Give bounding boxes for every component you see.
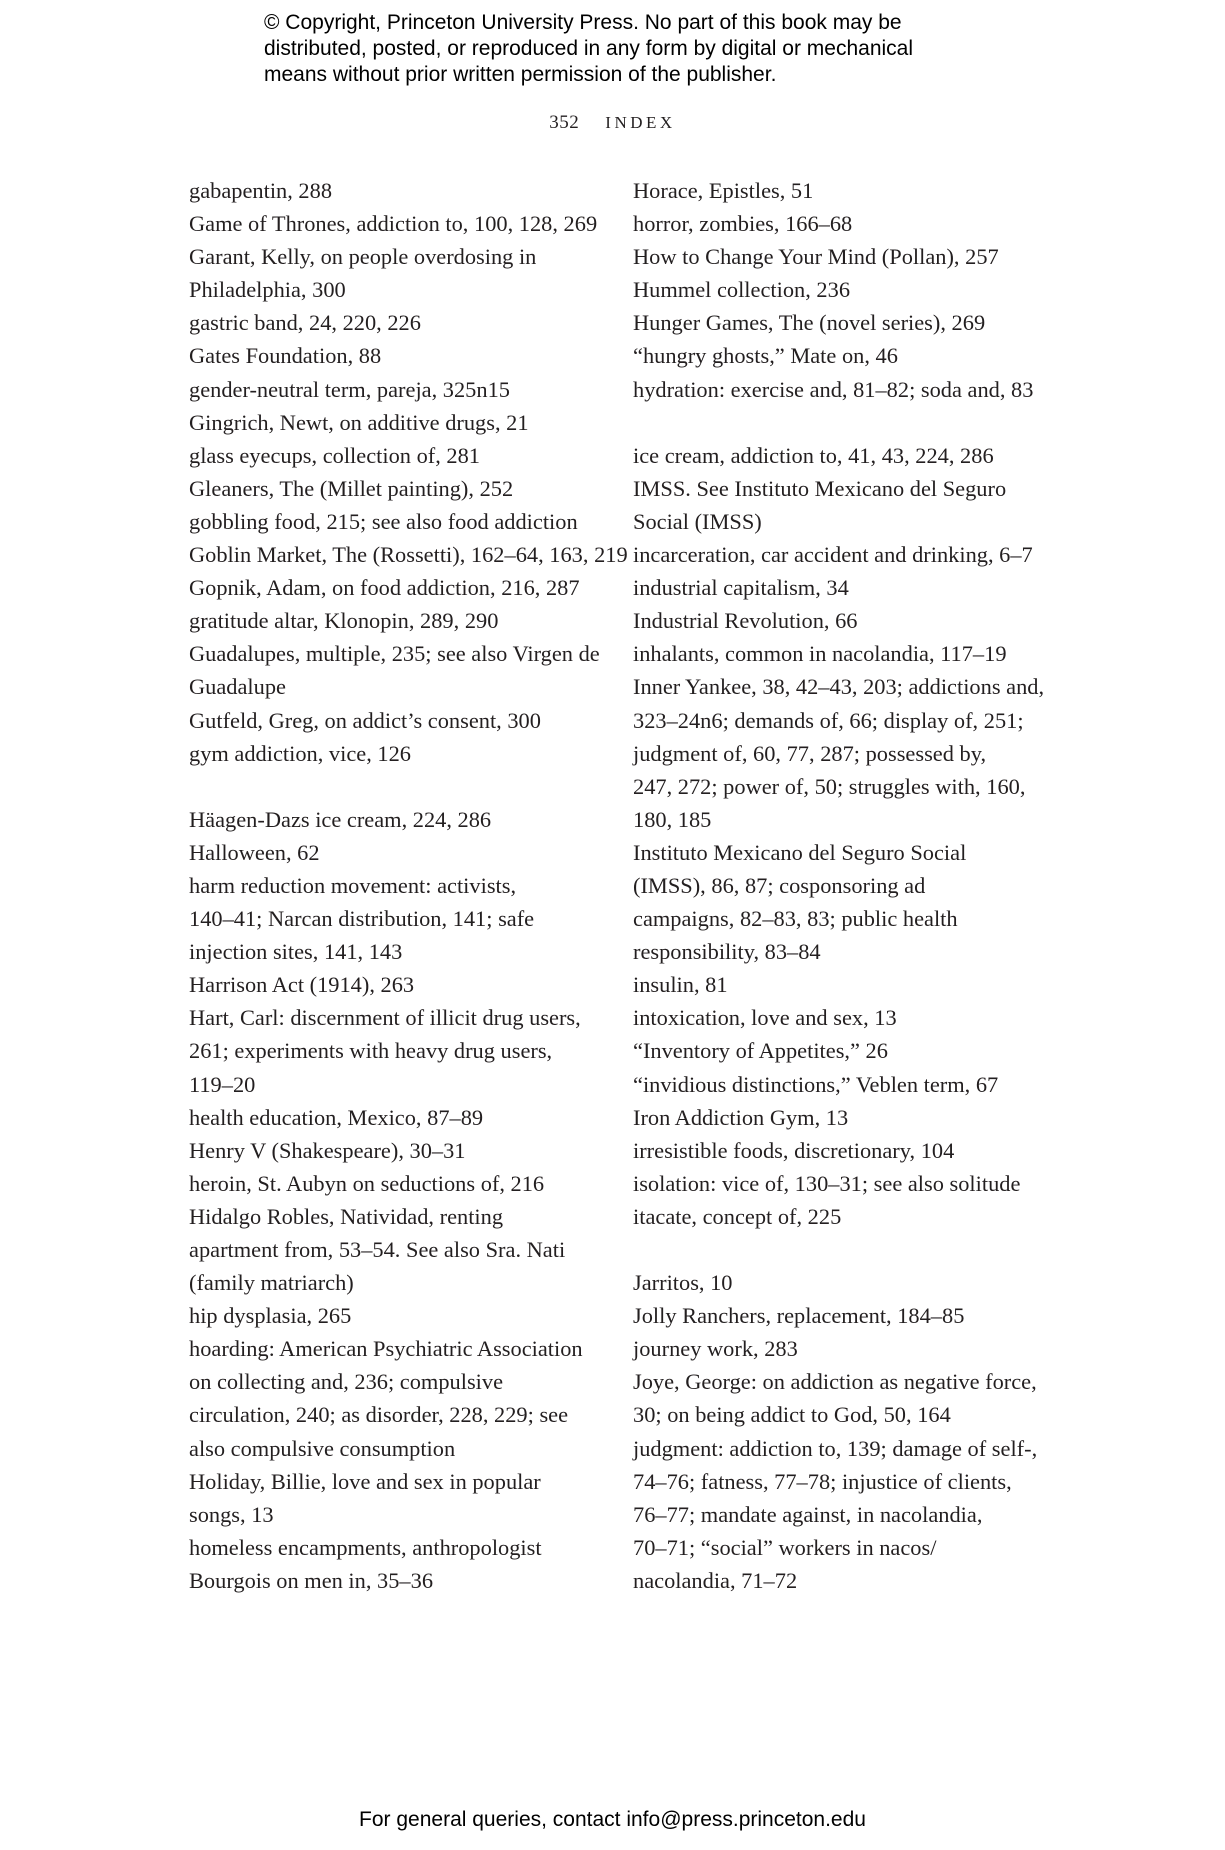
index-entry-continuation: (IMSS), 86, 87; cosponsoring ad	[633, 872, 926, 898]
index-entry-line: Jarritos, 10	[633, 1270, 733, 1296]
index-entry-line: Hart, Carl: discernment of illicit drug users,	[189, 1005, 581, 1031]
index-entry-line: Instituto Mexicano del Seguro Social	[633, 839, 967, 865]
index-entry-continuation: 74–76; fatness, 77–78; injustice of clients,	[633, 1468, 1012, 1494]
index-entry	[633, 571, 1053, 604]
index-entry-line: intoxication, love and sex, 13	[633, 1005, 897, 1031]
index-entry-line: health education, Mexico, 87–89	[189, 1104, 484, 1130]
index-entry-continuation: Social (IMSS)	[633, 508, 762, 534]
index-entry-continuation: 140–41; Narcan distribution, 141; safe	[189, 906, 535, 932]
index-entry-line: Holiday, Billie, love and sex in popular	[189, 1468, 541, 1494]
copyright-line: distributed, posted, or reproduced in any form by digital or mechanical	[264, 37, 914, 60]
index-entry	[189, 1531, 604, 1597]
index-entry	[189, 439, 604, 472]
index-entry	[189, 406, 604, 439]
index-entry	[633, 373, 1053, 406]
index-entry-line: heroin, St. Aubyn on seductions of, 216	[189, 1170, 545, 1196]
index-entry-continuation: responsibility, 83–84	[633, 939, 821, 965]
index-entry-continuation: Bourgois on men in, 35–36	[189, 1567, 434, 1593]
index-entry-line: industrial capitalism, 34	[633, 575, 849, 601]
index-entry-line: Henry V (Shakespeare), 30–31	[189, 1137, 466, 1163]
index-entry-line: “invidious distinctions,” Veblen term, 67	[633, 1071, 999, 1097]
index-entry-line: Garant, Kelly, on people overdosing in	[189, 244, 537, 270]
index-entry-continuation: on collecting and, 236; compulsive	[189, 1369, 504, 1395]
index-entry-continuation: 247, 272; power of, 50; struggles with, 160,	[633, 773, 1026, 799]
index-entry	[189, 1101, 604, 1134]
index-entry	[189, 306, 604, 339]
index-entry	[189, 1465, 604, 1531]
index-entry-line: Hummel collection, 236	[633, 277, 851, 303]
index-entry-continuation: 119–20	[189, 1071, 256, 1097]
index-entry-line: Goblin Market, The (Rossetti), 162–64, 163, 219	[189, 542, 628, 568]
index-entry-continuation: also compulsive consumption	[189, 1435, 456, 1461]
index-entry-continuation: Philadelphia, 300	[189, 277, 346, 303]
index-entry	[189, 704, 604, 737]
index-entry-line: harm reduction movement: activists,	[189, 872, 517, 898]
index-entry-line: glass eyecups, collection of, 281	[189, 442, 481, 468]
running-head-title: INDEX	[605, 113, 676, 132]
index-entry	[189, 1001, 604, 1100]
letter-group-gap	[633, 406, 1053, 439]
index-entry	[633, 273, 1053, 306]
index-entry-line: Hunger Games, The (novel series), 269	[633, 310, 986, 336]
index-entry-line: Harrison Act (1914), 263	[189, 972, 415, 998]
index-entry-continuation: songs, 13	[189, 1501, 274, 1527]
index-entry-line: “Inventory of Appetites,” 26	[633, 1038, 888, 1064]
index-entry-line: journey work, 283	[633, 1336, 798, 1362]
footer-contact: For general queries, contact info@press.princeton.edu	[359, 1808, 866, 1831]
index-entry	[189, 207, 604, 240]
index-column-right	[633, 174, 1053, 1597]
letter-group-gap	[633, 1233, 1053, 1266]
index-entry-line: How to Change Your Mind (Pollan), 257	[633, 244, 999, 270]
index-entry	[189, 571, 604, 604]
index-entry-line: Halloween, 62	[189, 839, 320, 865]
index-entry	[633, 1001, 1053, 1034]
index-entry-line: gym addiction, vice, 126	[189, 740, 411, 766]
index-entry	[633, 538, 1053, 571]
index-entry	[189, 803, 604, 836]
index-entry-line: Gleaners, The (Millet painting), 252	[189, 475, 514, 501]
index-entry-line: Inner Yankee, 38, 42–43, 203; addictions and,	[633, 674, 1045, 700]
index-entry	[633, 1167, 1053, 1200]
index-entry	[633, 472, 1053, 538]
copyright-notice	[264, 10, 1024, 88]
index-entry	[633, 207, 1053, 240]
index-entry	[189, 339, 604, 372]
index-entry	[633, 339, 1053, 372]
index-entry	[633, 1034, 1053, 1067]
index-entry	[633, 604, 1053, 637]
index-entry-line: gender-neutral term, pareja, 325n15	[189, 376, 510, 402]
index-entry	[189, 1299, 604, 1332]
index-entry-line: Guadalupes, multiple, 235; see also Virgen de	[189, 641, 600, 667]
index-entry-continuation: 76–77; mandate against, in nacolandia,	[633, 1501, 983, 1527]
index-entry-line: gobbling food, 215; see also food addiction	[189, 508, 578, 534]
index-entry-continuation: 180, 185	[633, 806, 712, 832]
index-entry-line: gratitude altar, Klonopin, 289, 290	[189, 608, 499, 634]
index-entry	[189, 174, 604, 207]
index-entry-line: Joye, George: on addiction as negative force,	[633, 1369, 1037, 1395]
index-entry	[633, 836, 1053, 968]
index-entry	[633, 1365, 1053, 1431]
index-entry	[633, 1200, 1053, 1233]
index-entry	[189, 604, 604, 637]
index-entry-line: irresistible foods, discretionary, 104	[633, 1137, 955, 1163]
index-entry-line: Hidalgo Robles, Natividad, renting	[189, 1203, 504, 1229]
index-entry-line: “hungry ghosts,” Mate on, 46	[633, 343, 898, 369]
running-head	[0, 112, 1225, 134]
index-entry	[189, 737, 604, 770]
index-entry-continuation: 30; on being addict to God, 50, 164	[633, 1402, 951, 1428]
index-entry	[633, 1299, 1053, 1332]
index-entry	[189, 538, 628, 571]
index-entry	[189, 869, 604, 968]
index-entry	[633, 439, 1053, 472]
index-entry	[633, 1101, 1053, 1134]
index-entry-line: Industrial Revolution, 66	[633, 608, 858, 634]
index-entry-line: horror, zombies, 166–68	[633, 211, 853, 237]
index-entry	[189, 1200, 604, 1299]
index-entry-line: gabapentin, 288	[189, 178, 333, 203]
letter-group-gap	[189, 770, 604, 803]
index-entry-line: homeless encampments, anthropologist	[189, 1534, 542, 1560]
index-entry	[189, 505, 604, 538]
index-entry-line: Gates Foundation, 88	[189, 343, 382, 369]
index-entry-line: isolation: vice of, 130–31; see also solitude	[633, 1170, 1021, 1196]
index-entry-line: inhalants, common in nacolandia, 117–19	[633, 641, 1007, 667]
index-entry	[633, 637, 1053, 670]
index-entry-line: itacate, concept of, 225	[633, 1203, 842, 1229]
index-entry	[189, 1332, 604, 1464]
index-entry	[633, 1068, 1053, 1101]
index-entry-continuation: 261; experiments with heavy drug users,	[189, 1038, 553, 1064]
index-entry-continuation: (family matriarch)	[189, 1270, 354, 1296]
index-entry-line: Horace, Epistles, 51	[633, 178, 814, 203]
index-entry-continuation: campaigns, 82–83, 83; public health	[633, 906, 958, 932]
index-entry-line: Gutfeld, Greg, on addict’s consent, 300	[189, 707, 541, 733]
index-entry	[633, 174, 1053, 207]
index-entry	[189, 637, 604, 703]
index-entry-continuation: nacolandia, 71–72	[633, 1567, 798, 1593]
copyright-line: © Copyright, Princeton University Press. No part of this book may be	[264, 11, 902, 34]
index-entry	[633, 1134, 1053, 1167]
index-entry-line: gastric band, 24, 220, 226	[189, 310, 421, 336]
index-entry-continuation: apartment from, 53–54. See also Sra. Nati	[189, 1237, 566, 1262]
index-entry	[189, 373, 604, 406]
index-entry-line: Jolly Ranchers, replacement, 184–85	[633, 1303, 965, 1329]
index-entry-continuation: 70–71; “social” workers in nacos/	[633, 1534, 937, 1560]
index-entry-line: Game of Thrones, addiction to, 100, 128, 269	[189, 211, 598, 237]
index-entry	[633, 306, 1053, 339]
index-entry-line: IMSS. See Instituto Mexicano del Seguro	[633, 475, 1007, 501]
index-entry-line: insulin, 81	[633, 972, 728, 998]
index-entry	[633, 1266, 1053, 1299]
index-column-left	[189, 174, 628, 1597]
index-entry-line: hydration: exercise and, 81–82; soda and, 83	[633, 376, 1034, 402]
index-entry	[189, 472, 604, 505]
index-entry-line: judgment: addiction to, 139; damage of self-,	[633, 1435, 1038, 1461]
index-entry	[189, 836, 604, 869]
index-entry	[633, 1432, 1053, 1597]
index-entry-line: Gopnik, Adam, on food addiction, 216, 287	[189, 575, 580, 601]
index-entry-continuation: 323–24n6; demands of, 66; display of, 251;	[633, 707, 1024, 733]
index-entry	[633, 968, 1053, 1001]
index-entry	[633, 240, 1053, 273]
index-entry-continuation: judgment of, 60, 77, 287; possessed by,	[633, 740, 987, 766]
copyright-line: means without prior written permission of the publisher.	[264, 63, 777, 86]
index-entry-line: hip dysplasia, 265	[189, 1303, 352, 1329]
index-entry-continuation: injection sites, 141, 143	[189, 939, 403, 965]
index-entry	[633, 670, 1053, 835]
index-entry	[633, 1332, 1053, 1365]
index-entry-line: ice cream, addiction to, 41, 43, 224, 286	[633, 442, 994, 468]
page-number: 352	[549, 112, 580, 133]
index-entry-continuation: circulation, 240; as disorder, 228, 229; see	[189, 1402, 569, 1428]
index-entry-line: Iron Addiction Gym, 13	[633, 1104, 849, 1130]
index-entry	[189, 1134, 604, 1167]
index-entry	[189, 240, 604, 306]
index-entry-line: Häagen-Dazs ice cream, 224, 286	[189, 806, 492, 832]
index-entry	[189, 1167, 604, 1200]
index-entry-line: hoarding: American Psychiatric Association	[189, 1336, 583, 1362]
index-entry-line: Gingrich, Newt, on additive drugs, 21	[189, 409, 529, 435]
index-entry-continuation: Guadalupe	[189, 674, 286, 700]
index-entry	[189, 968, 604, 1001]
index-entry-line: incarceration, car accident and drinking, 6–7	[633, 542, 1033, 568]
